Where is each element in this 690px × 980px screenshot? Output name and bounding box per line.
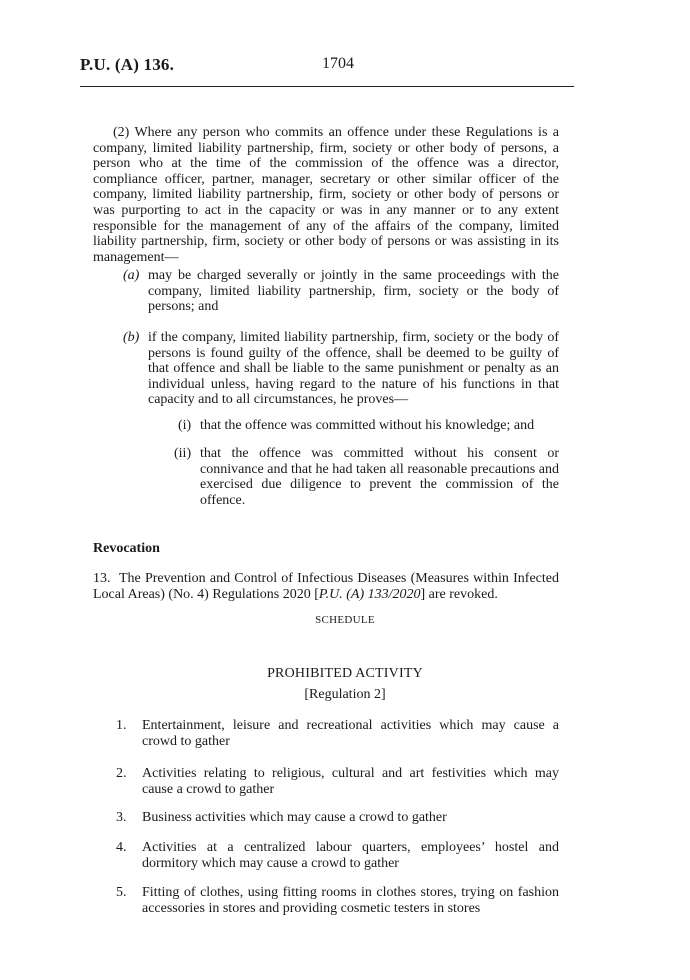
list-item-label: (b) — [123, 330, 140, 345]
schedule-item-number: 3. — [116, 810, 127, 825]
list-item-label: (a) — [123, 268, 140, 283]
sub-item-label: (ii) — [174, 446, 192, 461]
paragraph-number: 13. — [93, 571, 111, 586]
paragraph-13 — [93, 571, 559, 602]
page-number: 1704 — [322, 55, 354, 72]
schedule-item-number: 2. — [116, 766, 127, 781]
revocation-text-before: The Prevention and Control of Infectious Diseases (Measures within Infected Local Areas) (No. 4) Regulations 2020 [ — [93, 571, 559, 602]
schedule-item-text: Business activities which may cause a crowd to gather — [142, 810, 447, 825]
revocation-citation: P.U. (A) 133/2020 — [318, 586, 421, 602]
schedule-item-text: Activities relating to religious, cultural and art festivities which may cause a crowd to gather — [142, 766, 559, 797]
revocation-heading: Revocation — [93, 541, 160, 556]
schedule-item-text: Entertainment, leisure and recreational activities which may cause a crowd to gather — [142, 718, 559, 749]
sub-item-text: that the offence was committed without his knowledge; and — [200, 418, 535, 433]
schedule-item-number: 1. — [116, 718, 127, 733]
paragraph-2: (2) Where any person who commits an offence under these Regulations is a company, limited liability partnership, firm, society or other body of persons, a person who at the time of the commission of the offence was a director, compliance officer, partner, manager, secretary or other similar officer of the company, limited liability partnership, firm, society or other body of persons or was purporting to act in the capacity or was in any manner or to any extent responsible for the management of any of the affairs of the company, limited liability partnership, firm, society or other body of persons or was assisting in its management— — [93, 125, 559, 265]
sub-item-label: (i) — [178, 418, 192, 433]
list-item-text: may be charged severally or jointly in the same proceedings with the company, limited liability partnership, firm, society or the body of persons; and — [148, 268, 559, 315]
list-item-text: if the company, limited liability partnership, firm, society or the body of persons is found guilty of the offence, shall be deemed to be guilty of that offence and shall be liable to the same punishment or penalty as an individual unless, having regard to the nature of his functions in that capacity and to all circumstances, he proves— — [148, 330, 559, 408]
schedule-item-number: 4. — [116, 840, 127, 855]
header-rule — [80, 86, 574, 87]
schedule-subtitle: PROHIBITED ACTIVITY — [267, 666, 423, 681]
revocation-text-after: ] are revoked. — [420, 586, 498, 602]
schedule-item-number: 5. — [116, 885, 127, 900]
schedule-title: SCHEDULE — [315, 614, 375, 626]
schedule-item-text: Fitting of clothes, using fitting rooms in clothes stores, trying on fashion accessories in stores and providing cosmetic testers in stores — [142, 885, 559, 916]
schedule-regulation-ref: [Regulation 2] — [304, 687, 386, 702]
sub-item-text: that the offence was committed without his consent or connivance and that he had taken all reasonable precautions and exercised due diligence to prevent the commission of the offence. — [200, 446, 559, 508]
publication-code: P.U. (A) 136. — [80, 55, 175, 74]
schedule-item-text: Activities at a centralized labour quarters, employees’ hostel and dormitory which may cause a crowd to gather — [142, 840, 559, 871]
